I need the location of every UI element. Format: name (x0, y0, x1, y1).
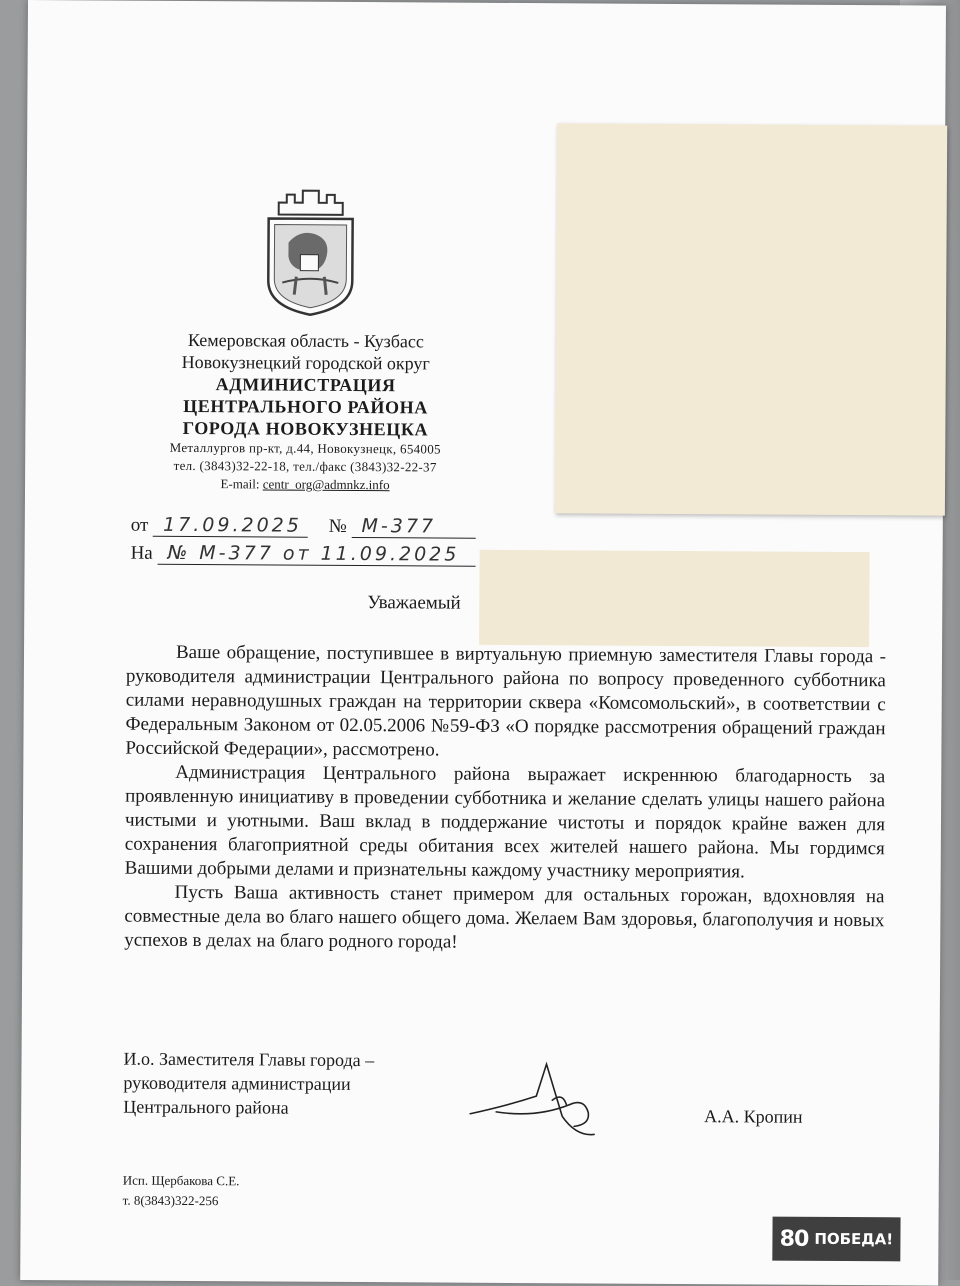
redacted-name (479, 550, 870, 647)
paragraph-1: Ваше обращение, поступившее в виртуальную приемную заместителя Главы города - руководителя администрации Центрального района по вопросу проведенного субботника силами неравнодушных граждан на территории сквера «Комсомольский», в соответствии с Федеральным Законом от 02.05.2006 №59-ФЗ «О порядке рассмотрения обращений граждан Российской Федерации», рассмотрено. (125, 641, 887, 761)
reply-line (131, 542, 476, 567)
registration-line (131, 514, 476, 539)
address-line: Металлургов пр-кт, д.44, Новокузнецк, 654005 (169, 439, 441, 457)
outgoing-date: 17.09.2025 (153, 514, 308, 538)
email-link[interactable]: centr_org@admnkz.info (262, 476, 390, 493)
letterhead (95, 328, 516, 495)
executor-phone: т. 8(3843)322-256 (122, 1192, 219, 1209)
paragraph-3: Пусть Ваша активность станет примером для остальных горожан, вдохновляя на совместные дела во благо нашего общего дома. Желаем Вам здоровья, благополучия и новых успехов в делах на благо родного города! (124, 881, 885, 953)
greeting: Уважаемый (367, 592, 461, 614)
signatory-name: А.А. Кропин (704, 1106, 803, 1127)
coat-of-arms-icon (264, 184, 357, 317)
signatory-position (123, 1047, 374, 1121)
district-line: Новокузнецкий городской округ (181, 351, 430, 374)
letter-page (20, 0, 946, 1286)
region-line: Кемеровская область - Кузбасс (187, 329, 424, 352)
executor-block (123, 1171, 240, 1212)
date-label: от (130, 514, 149, 536)
org-line-1: АДМИНИСТРАЦИЯ (215, 374, 396, 396)
victory-80-word: ПОБЕДА! (814, 1229, 894, 1249)
phone-line: тел. (3843)32-22-18, тел./факс (3843)32-22-37 (173, 457, 437, 475)
reply-label: На (130, 542, 153, 564)
handwritten-signature (466, 1056, 617, 1147)
org-line-3: ГОРОДА НОВОКУЗНЕЦКА (182, 417, 429, 440)
redaction-sticky-note (555, 123, 947, 515)
paragraph-2: Администрация Центрального района выражает искреннюю благодарность за проявленную инициативу в проведении субботника и желание сделать улицы нашего района чистыми и уютными. Ваш вклад в поддержание чистоты и порядок крайне важен для сохранения благоприятной среды обитания всех жителей нашего района. Мы гордимся Вашими добрыми делами и признательны каждому участнику мероприятия. (124, 761, 886, 883)
executor-name: Исп. Щербакова С.Е. (122, 1172, 240, 1189)
position-line-1: И.о. Заместителя Главы города – (123, 1048, 375, 1071)
outgoing-number: М-377 (351, 515, 476, 539)
position-line-2: руководителя администрации (123, 1072, 351, 1094)
email-label: E-mail: (220, 476, 260, 492)
email-line (95, 474, 515, 495)
position-line-3: Центрального района (123, 1096, 289, 1118)
victory-80-number: 80 (779, 1226, 809, 1252)
letter-body (124, 641, 886, 958)
org-line-2: ЦЕНТРАЛЬНОГО РАЙОНА (183, 395, 428, 418)
victory-80-logo (772, 1217, 900, 1262)
reply-reference: № М-377 от 11.09.2025 (157, 542, 475, 567)
number-label: № (328, 515, 347, 537)
